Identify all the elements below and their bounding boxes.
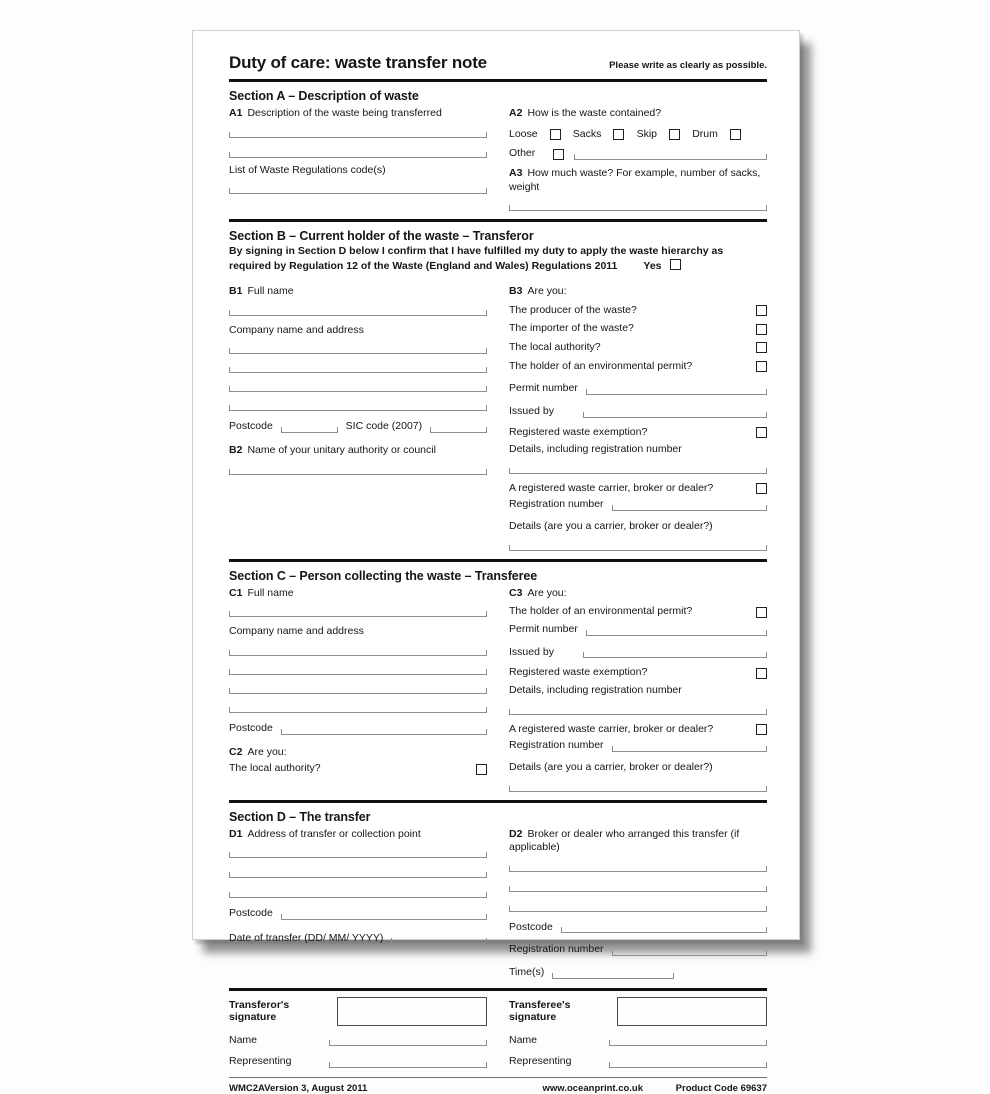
c-registration-row xyxy=(509,739,767,753)
c1-label: C1 Full name xyxy=(229,586,294,599)
d-date-label: Date of transfer (DD/ MM/ YYYY) xyxy=(229,931,384,944)
transferor-signature-label: Transferor's signature xyxy=(229,999,290,1024)
importer-checkbox[interactable] xyxy=(756,324,767,335)
section-c-left xyxy=(229,585,487,792)
other-line[interactable] xyxy=(574,154,767,160)
b3-producer-row xyxy=(509,304,767,318)
section-b-left xyxy=(229,285,487,551)
c-address-line-2[interactable] xyxy=(229,669,487,675)
c2-local-authority-row xyxy=(229,762,487,776)
d1-label: D1 Address of transfer or collection point xyxy=(229,827,421,840)
c-address-line-1[interactable] xyxy=(229,650,487,656)
c3-permit-holder-row xyxy=(509,605,767,619)
transferor-signature-box[interactable] xyxy=(337,997,487,1026)
printer-website: www.oceanprint.co.uk xyxy=(542,1083,644,1094)
b-details-line[interactable] xyxy=(509,468,767,474)
d2-registration-row xyxy=(509,943,767,957)
d2-times-line[interactable] xyxy=(552,973,674,979)
c-details-line[interactable] xyxy=(509,709,767,715)
section-c-heading: Section C – Person collecting the waste – Transferee xyxy=(229,568,538,583)
b-permit-number-line[interactable] xyxy=(586,389,767,395)
transferee-name-label: Name xyxy=(509,1033,538,1046)
b-sic-label: SIC code (2007) xyxy=(345,420,423,433)
other-label: Other xyxy=(509,147,536,160)
b-details-label: Details, including registration number xyxy=(509,443,682,456)
transferee-signature-box[interactable] xyxy=(617,997,767,1026)
transferee-representing-row xyxy=(509,1055,767,1069)
section-a-divider xyxy=(229,219,767,222)
c-carrier-label: A registered waste carrier, broker or dealer? xyxy=(509,722,714,735)
b2-label: B2 Name of your unitary authority or council xyxy=(229,444,436,456)
b-sic-line[interactable] xyxy=(430,427,487,433)
b3-local-authority-row xyxy=(509,341,767,355)
c-address-line-4[interactable] xyxy=(229,707,487,713)
sacks-checkbox[interactable] xyxy=(613,129,624,140)
a1-line-2[interactable] xyxy=(229,152,487,158)
b-carrier-checkbox[interactable] xyxy=(756,483,767,494)
c-issued-by-label: Issued by xyxy=(509,645,554,658)
c-details2-label: Details (are you a carrier, broker or dealer?) xyxy=(509,760,713,773)
d-date-row xyxy=(229,932,487,946)
importer-label: The importer of the waste? xyxy=(509,322,634,335)
b-registration-line[interactable] xyxy=(612,505,767,511)
section-b xyxy=(229,229,767,551)
c-permit-holder-checkbox[interactable] xyxy=(756,607,767,618)
section-a-right xyxy=(509,105,767,211)
transferee-name-row xyxy=(509,1034,767,1048)
c-details-label: Details, including registration number xyxy=(509,683,682,696)
transferor-name-label: Name xyxy=(229,1033,258,1046)
a2-label: A2 How is the waste contained? xyxy=(509,107,662,119)
section-b-divider xyxy=(229,559,767,562)
form-version: WMC2AVersion 3, August 2011 xyxy=(229,1083,368,1094)
b-registration-row xyxy=(509,498,767,512)
c-postcode-line[interactable] xyxy=(281,729,487,735)
b1-fullname-line[interactable] xyxy=(229,310,487,316)
c-address-line-3[interactable] xyxy=(229,688,487,694)
transferor-name-line[interactable] xyxy=(329,1040,487,1046)
skip-checkbox[interactable] xyxy=(669,129,680,140)
d1-address-line-3[interactable] xyxy=(229,892,487,898)
c-registration-label: Registration number xyxy=(509,739,604,752)
b-details2-line[interactable] xyxy=(509,545,767,551)
transferee-name-line[interactable] xyxy=(609,1040,767,1046)
yes-label: Yes xyxy=(643,259,662,272)
b-address-line-1[interactable] xyxy=(229,348,487,354)
b3-label: B3 Are you: xyxy=(509,285,567,298)
transferor-name-row xyxy=(229,1034,487,1048)
section-c xyxy=(229,569,767,792)
a1-label: A1 Description of the waste being transferred xyxy=(229,107,442,119)
d2-line-3[interactable] xyxy=(509,906,767,912)
transferor-representing-row xyxy=(229,1055,487,1069)
c-details2-line[interactable] xyxy=(509,786,767,792)
section-b-heading: Section B – Current holder of the waste – Transferor xyxy=(229,229,534,244)
c-local-authority-checkbox[interactable] xyxy=(476,764,487,775)
section-d-right xyxy=(509,826,767,980)
d-postcode-row xyxy=(229,907,487,921)
d2-registration-label: Registration number xyxy=(509,943,604,956)
b-postcode-sic-row xyxy=(229,420,487,434)
other-option-row xyxy=(509,147,767,161)
skip-label: Skip xyxy=(636,127,658,140)
b2-authority-line[interactable] xyxy=(229,469,487,475)
d2-line-1[interactable] xyxy=(509,866,767,872)
d1-address-line-1[interactable] xyxy=(229,852,487,858)
signatures xyxy=(229,991,767,1069)
transferee-signature-label: Transferee's signature xyxy=(509,999,571,1024)
a3-label: A3 How much waste? For example, number of sacks, weight xyxy=(509,166,761,193)
b-issued-by-row xyxy=(509,405,767,419)
section-c-right xyxy=(509,585,767,792)
waste-regulations-codes-label: List of Waste Regulations code(s) xyxy=(229,163,386,176)
page-title: Duty of care: waste transfer note xyxy=(229,53,487,72)
b-carrier-label: A registered waste carrier, broker or dealer? xyxy=(509,481,714,494)
b-permit-number-label: Permit number xyxy=(509,382,578,395)
c-exemption-row xyxy=(509,666,767,680)
transferor-signature-row xyxy=(229,997,487,1026)
transferee-representing-label: Representing xyxy=(509,1055,572,1068)
c-issued-by-line[interactable] xyxy=(583,652,767,658)
producer-checkbox[interactable] xyxy=(756,305,767,316)
b-company-label: Company name and address xyxy=(229,323,364,336)
section-d-heading: Section D – The transfer xyxy=(229,809,371,824)
section-a-heading: Section A – Description of waste xyxy=(229,89,419,103)
c-issued-by-row xyxy=(509,646,767,660)
section-a-left xyxy=(229,105,487,211)
b-details2-label: Details (are you a carrier, broker or dealer?) xyxy=(509,520,713,533)
product-code: Product Code 69637 xyxy=(675,1083,767,1094)
c-local-authority-label: The local authority? xyxy=(229,762,321,775)
c-exemption-checkbox[interactable] xyxy=(756,668,767,679)
c-carrier-row xyxy=(509,723,767,737)
c-company-label: Company name and address xyxy=(229,625,364,638)
waste-hierarchy-declaration: By signing in Section D below I confirm that I have fulfilled my duty to apply the waste hierarchy as required by Regulation 12 of the Waste (England and Wales) Regulations 2011 Yes xyxy=(229,245,724,272)
section-b-right xyxy=(509,285,767,551)
d1-address-line-2[interactable] xyxy=(229,872,487,878)
transferor-signature-block xyxy=(229,991,487,1069)
transferee-representing-line[interactable] xyxy=(609,1062,767,1068)
b-address-line-2[interactable] xyxy=(229,367,487,373)
sacks-label: Sacks xyxy=(572,127,602,140)
b-permit-number-row xyxy=(509,382,767,396)
b-local-authority-label: The local authority? xyxy=(509,341,601,353)
d2-postcode-line[interactable] xyxy=(561,927,767,933)
footer-right xyxy=(513,1083,767,1094)
yes-checkbox[interactable] xyxy=(670,259,681,270)
a3-line[interactable] xyxy=(509,205,767,211)
b-address-line-4[interactable] xyxy=(229,405,487,411)
d-date-line[interactable] xyxy=(391,938,487,944)
other-checkbox[interactable] xyxy=(553,149,564,160)
b-issued-by-line[interactable] xyxy=(583,412,767,418)
b-carrier-row xyxy=(509,482,767,496)
header-divider xyxy=(229,79,767,82)
b-permit-holder-label: The holder of an environmental permit? xyxy=(509,359,693,372)
b-exemption-checkbox[interactable] xyxy=(756,427,767,438)
d2-times-label: Time(s) xyxy=(509,966,545,979)
d2-postcode-label: Postcode xyxy=(509,920,553,933)
d2-postcode-row xyxy=(509,921,767,935)
transferor-representing-label: Representing xyxy=(229,1055,292,1068)
b-postcode-label: Postcode xyxy=(229,420,273,433)
b-address-line-3[interactable] xyxy=(229,386,487,392)
waste-contained-options xyxy=(509,128,767,142)
c-exemption-label: Registered waste exemption? xyxy=(509,666,648,679)
c-registration-line[interactable] xyxy=(612,746,767,752)
loose-checkbox[interactable] xyxy=(550,129,561,140)
c-permit-holder-label: The holder of an environmental permit? xyxy=(509,605,693,618)
section-c-divider xyxy=(229,800,767,803)
b1-label: B1 Full name xyxy=(229,285,294,298)
transferee-signature-block xyxy=(509,991,767,1069)
loose-label: Loose xyxy=(509,127,538,140)
a1-line-1[interactable] xyxy=(229,132,487,138)
footer xyxy=(229,1083,767,1094)
producer-label: The producer of the waste? xyxy=(509,303,637,316)
b-postcode-line[interactable] xyxy=(281,427,338,433)
c-permit-number-label: Permit number xyxy=(509,623,578,636)
c-postcode-label: Postcode xyxy=(229,722,273,735)
waste-transfer-note-sheet xyxy=(192,30,800,1094)
b-exemption-row xyxy=(509,426,767,440)
b-registration-label: Registration number xyxy=(509,498,604,511)
waste-regulations-codes-line[interactable] xyxy=(229,188,487,194)
d2-times-row xyxy=(509,966,767,980)
c-carrier-checkbox[interactable] xyxy=(756,724,767,735)
d2-registration-line[interactable] xyxy=(612,950,767,956)
b-issued-by-label: Issued by xyxy=(509,404,554,417)
section-d-left xyxy=(229,826,487,980)
c-permit-number-row xyxy=(509,623,767,637)
c-postcode-row xyxy=(229,722,487,736)
c2-label: C2 Are you: xyxy=(229,745,287,758)
b3-permit-holder-row xyxy=(509,360,767,374)
b3-importer-row xyxy=(509,322,767,336)
c3-label: C3 Are you: xyxy=(509,586,567,599)
section-d xyxy=(229,810,767,980)
d-postcode-line[interactable] xyxy=(281,914,487,920)
d-postcode-label: Postcode xyxy=(229,907,273,920)
b-local-authority-checkbox[interactable] xyxy=(756,342,767,353)
drum-checkbox[interactable] xyxy=(730,129,741,140)
d2-label: D2 Broker or dealer who arranged this transfer (if applicable) xyxy=(509,827,740,854)
footer-divider xyxy=(229,1077,767,1078)
c1-fullname-line[interactable] xyxy=(229,611,487,617)
d2-line-2[interactable] xyxy=(509,886,767,892)
write-clearly-note: Please write as clearly as possible. xyxy=(609,60,767,71)
b-exemption-label: Registered waste exemption? xyxy=(509,425,648,438)
transferee-signature-row xyxy=(509,997,767,1026)
section-a xyxy=(229,89,767,211)
b-permit-holder-checkbox[interactable] xyxy=(756,361,767,372)
c-permit-number-line[interactable] xyxy=(586,630,767,636)
header xyxy=(229,53,767,73)
drum-label: Drum xyxy=(692,127,718,140)
transferor-representing-line[interactable] xyxy=(329,1062,487,1068)
